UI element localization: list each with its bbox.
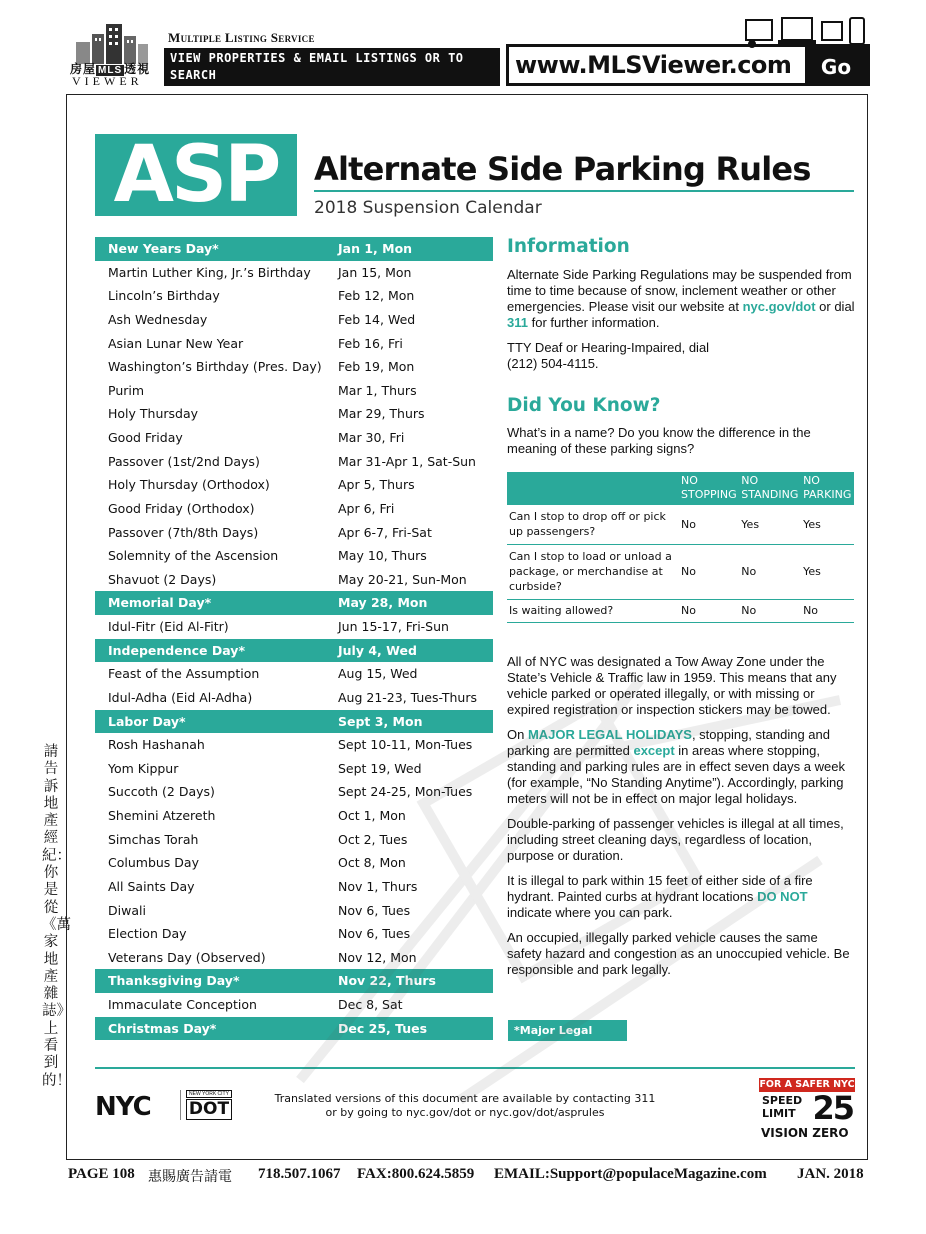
col-no-stopping: NO STOPPING — [679, 472, 739, 505]
holiday-date: Apr 6, Fri — [338, 500, 395, 516]
holiday-date: Jan 15, Mon — [338, 264, 412, 280]
holiday-name: Veterans Day (Observed) — [108, 949, 266, 965]
holiday-name: Immaculate Conception — [108, 997, 257, 1012]
asp-badge: ASP — [95, 134, 297, 216]
holiday-name: Rosh Hashanah — [108, 737, 205, 753]
holiday-date: May 20-21, Sun-Mon — [338, 571, 467, 587]
holiday-name: Purim — [108, 382, 145, 398]
dot-logo-text: DOT — [186, 1099, 232, 1120]
holiday-date: Apr 5, Thurs — [338, 477, 415, 493]
holiday-name: Memorial Day* — [108, 595, 212, 611]
holiday-name: Lincoln’s Birthday — [108, 288, 220, 304]
dot-website-link[interactable]: nyc.gov/dot — [742, 299, 816, 314]
holiday-date: Mar 30, Fri — [338, 430, 405, 445]
holiday-row — [95, 332, 493, 356]
row-answer: No — [801, 599, 854, 622]
holiday-date: May 10, Thurs — [338, 548, 427, 564]
holiday-date: Sept 3, Mon — [338, 713, 423, 729]
holiday-row — [95, 804, 493, 828]
holiday-name: Independence Day* — [108, 642, 245, 658]
holiday-name: Asian Lunar New Year — [108, 335, 244, 351]
did-you-know-heading: Did You Know? — [507, 395, 661, 416]
table-row — [507, 505, 854, 544]
holiday-date: Jun 15-17, Fri-Sun — [338, 619, 449, 634]
holiday-name: Thanksgiving Day* — [108, 973, 240, 989]
holiday-name: Shavuot (2 Days) — [108, 571, 217, 587]
holiday-date: Sept 10-11, Mon-Tues — [338, 737, 473, 753]
holiday-row — [95, 450, 493, 474]
holiday-date: Mar 29, Thurs — [338, 406, 425, 422]
holiday-name: Succoth (2 Days) — [108, 784, 215, 800]
holiday-row — [95, 591, 493, 615]
holiday-date: Feb 16, Fri — [338, 335, 403, 351]
holiday-date: May 28, Mon — [338, 595, 428, 611]
holiday-name: New Years Day* — [108, 241, 219, 256]
holiday-name: Solemnity of the Ascension — [108, 548, 279, 564]
ad-call-text: 惠賜廣告請電 — [148, 1169, 232, 1185]
signs-header-row — [507, 472, 854, 505]
holiday-row — [95, 710, 493, 734]
holiday-row — [95, 426, 493, 450]
holiday-date: Dec 25, Tues — [338, 1020, 428, 1036]
tty-text: TTY Deaf or Hearing-Impaired, dial (212) 504-4115. — [507, 340, 710, 371]
dot-logo — [180, 1090, 232, 1120]
holiday-row — [95, 780, 493, 804]
holiday-date: Nov 1, Thurs — [338, 878, 418, 894]
footer-fax: FAX:800.624.5859 — [357, 1166, 475, 1182]
holiday-name: Shemini Atzereth — [108, 808, 216, 823]
holiday-name: Idul-Fitr (Eid Al-Fitr) — [108, 619, 229, 634]
holiday-name: Passover (1st/2nd Days) — [108, 453, 260, 469]
table-row — [507, 599, 854, 622]
vz-safer: FOR A SAFER NYC — [759, 1079, 855, 1090]
holiday-name: Yom Kippur — [108, 760, 179, 776]
dot-logo-small: NEW YORK CITY — [186, 1090, 232, 1098]
double-parking-paragraph: Double-parking of passenger vehicles is illegal at all times, including street cleaning days, regardless of location, purpose or duration. — [507, 816, 844, 863]
page-subtitle: 2018 Suspension Calendar — [314, 198, 542, 218]
holiday-row — [95, 662, 493, 686]
major-holidays-paragraph: On MAJOR LEGAL HOLIDAYS, stopping, standing and parking are permitted except in areas where stopping, standing and parking rules are in effect seven days a week (for example, “No Standing Anytime”). Accordingly, parking meters will not be in effect on major legal holidays. — [507, 727, 845, 806]
holiday-row — [95, 639, 493, 663]
holiday-date: Nov 12, Mon — [338, 949, 417, 965]
holiday-row — [95, 899, 493, 923]
footer-divider — [95, 1067, 855, 1069]
row-answer: No — [679, 505, 739, 544]
holiday-date: Sept 19, Wed — [338, 760, 422, 776]
holiday-name: Columbus Day — [108, 855, 199, 871]
holiday-date: Feb 14, Wed — [338, 311, 416, 327]
holiday-row — [95, 355, 493, 379]
tagline-line1: VIEW PROPERTIES & EMAIL LISTINGS OR TO SEARCH — [170, 51, 464, 82]
mls-viewer-logo[interactable] — [66, 18, 158, 88]
row-question: Can I stop to load or unload a package, or merchandise at curbside? — [507, 544, 679, 599]
holiday-name: Diwali — [108, 902, 146, 918]
page-title: Alternate Side Parking Rules — [314, 150, 811, 188]
holiday-row — [95, 521, 493, 545]
holiday-name: Idul-Adha (Eid Al-Adha) — [108, 689, 253, 705]
holiday-row — [95, 544, 493, 568]
mls-search-box[interactable] — [506, 44, 870, 86]
information-text: Alternate Side Parking Regulations may be suspended from time to time because of snow, inclement weather or other emergencies. Please visit our website at nyc.gov/dot or dial 311 for further information. — [507, 267, 855, 330]
footer-email[interactable]: EMAIL:Support@populaceMagazine.com — [494, 1166, 767, 1182]
did-you-know-intro: What’s in a name? Do you know the difference in the meaning of these parking signs? — [507, 425, 811, 456]
translation-note: Translated versions of this document are available by contacting 311 or by going to nyc.gov/dot or nyc.gov/dot/asprules — [274, 1092, 656, 1119]
holiday-date: July 4, Wed — [338, 642, 417, 658]
row-question: Is waiting allowed? — [507, 599, 679, 622]
go-button[interactable]: Go — [805, 47, 867, 83]
holiday-name: Good Friday (Orthodox) — [108, 500, 255, 516]
holiday-date: Dec 8, Sat — [338, 997, 403, 1012]
speed-limit-sign: SPEED LIMIT 25 — [762, 1089, 853, 1127]
mls-title: Multiple Listing Service — [168, 30, 315, 45]
holiday-row — [95, 379, 493, 403]
row-question: Can I stop to drop off or pick up passengers? — [507, 505, 679, 544]
holiday-row — [95, 497, 493, 521]
info-column — [507, 236, 855, 457]
holiday-row — [95, 284, 493, 308]
holiday-name: Labor Day* — [108, 713, 186, 729]
holiday-row — [95, 686, 493, 710]
logo-viewer-text: VIEWER — [72, 74, 143, 88]
row-answer: Yes — [739, 505, 801, 544]
holiday-date: Sept 24-25, Mon-Tues — [338, 784, 473, 800]
footer-date: JAN. 2018 — [797, 1166, 864, 1182]
footer-phone: 718.507.1067 — [258, 1166, 341, 1182]
holiday-date: Aug 15, Wed — [338, 666, 418, 682]
parking-signs-table — [507, 472, 854, 623]
holiday-row — [95, 946, 493, 970]
holiday-name: Holy Thursday (Orthodox) — [108, 477, 270, 493]
tagline-line2: ANY SERVICE PROVIDERS 24/7 A DAY, 365 DAYS — [170, 83, 469, 117]
holiday-date: Mar 31-Apr 1, Sat-Sun — [338, 453, 476, 469]
holiday-row — [95, 922, 493, 946]
signs-corner — [507, 472, 679, 505]
row-answer: Yes — [801, 544, 854, 599]
logo-chinese: 房屋 MLS 透視 — [70, 62, 151, 76]
holiday-row — [95, 828, 493, 852]
row-answer: No — [679, 599, 739, 622]
rules-column — [507, 654, 855, 978]
vz-text: VISION ZERO — [761, 1126, 849, 1140]
phone-311: 311 — [507, 315, 528, 330]
mls-url-link[interactable]: www.MLSViewer.com — [515, 51, 792, 79]
holiday-row — [95, 851, 493, 875]
holiday-name: Christmas Day* — [108, 1020, 217, 1036]
holiday-row — [95, 308, 493, 332]
holiday-name: Holy Thursday — [108, 406, 199, 422]
holiday-name: Washington’s Birthday (Pres. Day) — [108, 359, 322, 375]
holiday-date: Nov 6, Tues — [338, 902, 411, 918]
holiday-name: Election Day — [108, 926, 187, 942]
holiday-date: Oct 1, Mon — [338, 808, 406, 823]
mls-tagline — [164, 48, 500, 117]
holiday-date: Apr 6-7, Fri-Sat — [338, 524, 432, 540]
holiday-row — [95, 1017, 493, 1041]
mls-banner — [66, 18, 870, 117]
page-number: PAGE 108 — [68, 1166, 135, 1182]
hydrant-paragraph: It is illegal to park within 15 feet of either side of a fire hydrant. Painted curbs at hydrant locations DO NOT indicate where you can park. — [507, 873, 813, 920]
holiday-row — [95, 473, 493, 497]
holiday-date: Jan 1, Mon — [338, 241, 413, 256]
title-divider — [314, 190, 854, 192]
holiday-row — [95, 568, 493, 592]
nyc-logo: NYC — [95, 1092, 151, 1122]
row-answer: No — [739, 599, 801, 622]
holiday-name: Good Friday — [108, 430, 183, 445]
holiday-row — [95, 993, 493, 1017]
occupied-vehicle-paragraph: An occupied, illegally parked vehicle causes the same safety hazard and congestion as an unoccupied vehicle. Be responsible and park legally. — [507, 930, 850, 977]
holiday-row — [95, 733, 493, 757]
major-holiday-legend: *Major Legal Holiday — [508, 1020, 627, 1041]
holiday-date: Feb 19, Mon — [338, 359, 415, 375]
holiday-row — [95, 757, 493, 781]
table-row — [507, 544, 854, 599]
row-answer: No — [679, 544, 739, 599]
holiday-date: Aug 21-23, Tues-Thurs — [338, 689, 478, 705]
row-answer: No — [739, 544, 801, 599]
holiday-date: Feb 12, Mon — [338, 288, 415, 304]
holiday-row — [95, 615, 493, 639]
side-vertical-text: 請告訴地產經紀：你是從《萬家地產雜誌》上看到的！ — [42, 744, 71, 1089]
holiday-row — [95, 237, 493, 261]
information-heading: Information — [507, 236, 630, 257]
buildings-icon — [72, 20, 152, 64]
holiday-row — [95, 969, 493, 993]
vision-zero-logo — [759, 1078, 855, 1140]
tow-away-paragraph: All of NYC was designated a Tow Away Zone under the State’s Vehicle & Traffic law in 1959. This means that any vehicle parked or operated illegally, or with missing or expired registration or inspection stickers may be towed. — [507, 654, 837, 717]
holiday-date: Oct 2, Tues — [338, 831, 408, 847]
holiday-table — [95, 237, 493, 1040]
holiday-name: Simchas Torah — [108, 831, 199, 847]
holiday-row — [95, 402, 493, 426]
holiday-row — [95, 261, 493, 285]
holiday-date: Nov 22, Thurs — [338, 973, 436, 989]
holiday-name: Ash Wednesday — [108, 311, 208, 327]
col-no-standing: NO STANDING — [739, 472, 801, 505]
col-no-parking: NO PARKING — [801, 472, 854, 505]
holiday-date: Oct 8, Mon — [338, 855, 406, 871]
holiday-name: Martin Luther King, Jr.’s Birthday — [108, 264, 311, 280]
holiday-name: Passover (7th/8th Days) — [108, 524, 259, 540]
holiday-name: Feast of the Assumption — [108, 666, 260, 682]
holiday-date: Nov 6, Tues — [338, 926, 411, 942]
row-answer: Yes — [801, 505, 854, 544]
holiday-row — [95, 875, 493, 899]
holiday-name: All Saints Day — [108, 878, 195, 894]
holiday-date: Mar 1, Thurs — [338, 382, 417, 398]
